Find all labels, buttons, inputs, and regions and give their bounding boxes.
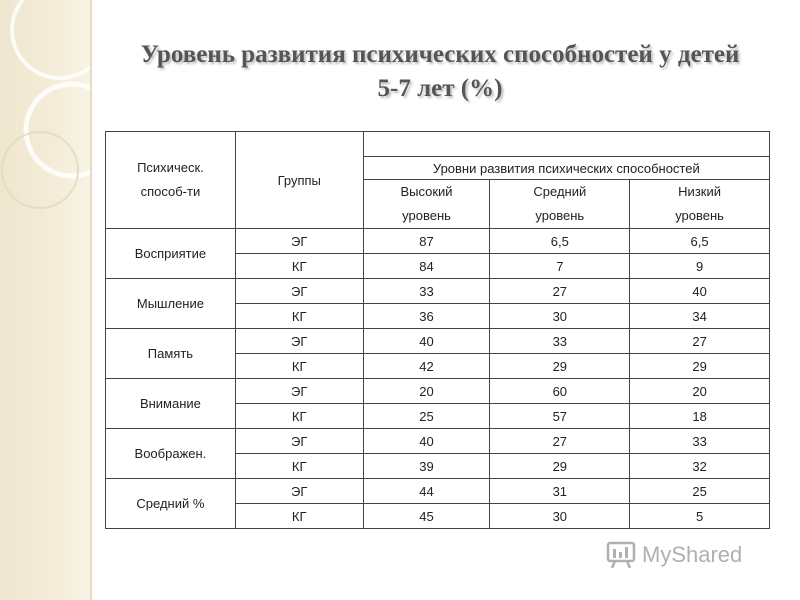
low-level-cell: 27 bbox=[630, 329, 770, 354]
medium-level-cell: 31 bbox=[490, 479, 630, 504]
header-row-top bbox=[106, 132, 770, 157]
high-level-cell: 42 bbox=[363, 354, 490, 379]
medium-level-cell: 6,5 bbox=[490, 229, 630, 254]
high-level-cell: 39 bbox=[363, 454, 490, 479]
medium-level-cell: 57 bbox=[490, 404, 630, 429]
slide-title bbox=[90, 38, 790, 106]
medium-level-cell: 30 bbox=[490, 304, 630, 329]
header-level-high bbox=[363, 180, 490, 229]
medium-level-cell: 27 bbox=[490, 429, 630, 454]
header-level-medium-line-1: Средний bbox=[533, 184, 587, 199]
myshared-logo-text: MyShared bbox=[642, 542, 743, 567]
header-level-medium-line-2: уровень bbox=[535, 208, 585, 223]
high-level-cell: 87 bbox=[363, 229, 490, 254]
group-cell: КГ bbox=[235, 354, 363, 379]
group-cell: КГ bbox=[235, 254, 363, 279]
table-row bbox=[106, 479, 770, 504]
low-level-cell: 29 bbox=[630, 354, 770, 379]
ability-cell: Средний % bbox=[106, 479, 236, 529]
high-level-cell: 20 bbox=[363, 379, 490, 404]
high-level-cell: 36 bbox=[363, 304, 490, 329]
table-row bbox=[106, 279, 770, 304]
ability-cell: Память bbox=[106, 329, 236, 379]
table-row bbox=[106, 329, 770, 354]
title-line-1: Уровень развития психических способностей у детей bbox=[140, 41, 740, 68]
medium-level-cell: 29 bbox=[490, 454, 630, 479]
header-level-low-line-2: уровень bbox=[675, 208, 724, 223]
high-level-cell: 33 bbox=[363, 279, 490, 304]
high-level-cell: 45 bbox=[363, 504, 490, 529]
high-level-cell: 84 bbox=[363, 254, 490, 279]
high-level-cell: 25 bbox=[363, 404, 490, 429]
group-cell: КГ bbox=[235, 454, 363, 479]
group-cell: ЭГ bbox=[235, 329, 363, 354]
group-cell: ЭГ bbox=[235, 429, 363, 454]
results-table bbox=[105, 131, 770, 529]
decorative-circles bbox=[0, 0, 90, 600]
title-line-2: 5-7 лет (%) bbox=[377, 75, 503, 102]
medium-level-cell: 33 bbox=[490, 329, 630, 354]
header-groups: Группы bbox=[235, 132, 363, 229]
low-level-cell: 6,5 bbox=[630, 229, 770, 254]
header-levels-caption: Уровни развития психических способностей bbox=[363, 157, 769, 180]
myshared-logo-icon bbox=[606, 540, 636, 570]
header-ability-line-2: способ-ти bbox=[140, 184, 201, 199]
group-cell: КГ bbox=[235, 504, 363, 529]
header-ability bbox=[106, 132, 236, 229]
low-level-cell: 33 bbox=[630, 429, 770, 454]
low-level-cell: 40 bbox=[630, 279, 770, 304]
header-level-high-line-1: Высокий bbox=[400, 184, 453, 199]
table-row bbox=[106, 429, 770, 454]
high-level-cell: 44 bbox=[363, 479, 490, 504]
header-level-medium bbox=[490, 180, 630, 229]
ability-cell: Мышление bbox=[106, 279, 236, 329]
medium-level-cell: 60 bbox=[490, 379, 630, 404]
header-blank bbox=[363, 132, 769, 157]
group-cell: ЭГ bbox=[235, 479, 363, 504]
low-level-cell: 18 bbox=[630, 404, 770, 429]
group-cell: ЭГ bbox=[235, 229, 363, 254]
header-ability-line-1: Психическ. bbox=[137, 160, 204, 175]
low-level-cell: 25 bbox=[630, 479, 770, 504]
myshared-watermark bbox=[606, 538, 742, 572]
medium-level-cell: 27 bbox=[490, 279, 630, 304]
low-level-cell: 34 bbox=[630, 304, 770, 329]
header-level-low bbox=[630, 180, 770, 229]
medium-level-cell: 29 bbox=[490, 354, 630, 379]
table-row bbox=[106, 229, 770, 254]
medium-level-cell: 7 bbox=[490, 254, 630, 279]
group-cell: ЭГ bbox=[235, 279, 363, 304]
low-level-cell: 5 bbox=[630, 504, 770, 529]
high-level-cell: 40 bbox=[363, 329, 490, 354]
group-cell: КГ bbox=[235, 404, 363, 429]
ability-cell: Восприятие bbox=[106, 229, 236, 279]
medium-level-cell: 30 bbox=[490, 504, 630, 529]
group-cell: КГ bbox=[235, 304, 363, 329]
group-cell: ЭГ bbox=[235, 379, 363, 404]
low-level-cell: 9 bbox=[630, 254, 770, 279]
low-level-cell: 20 bbox=[630, 379, 770, 404]
low-level-cell: 32 bbox=[630, 454, 770, 479]
header-level-low-line-1: Низкий bbox=[678, 184, 721, 199]
high-level-cell: 40 bbox=[363, 429, 490, 454]
decorative-side-band bbox=[0, 0, 92, 600]
ability-cell: Внимание bbox=[106, 379, 236, 429]
ability-cell: Воображен. bbox=[106, 429, 236, 479]
header-level-high-line-2: уровень bbox=[402, 208, 451, 223]
table-row bbox=[106, 379, 770, 404]
